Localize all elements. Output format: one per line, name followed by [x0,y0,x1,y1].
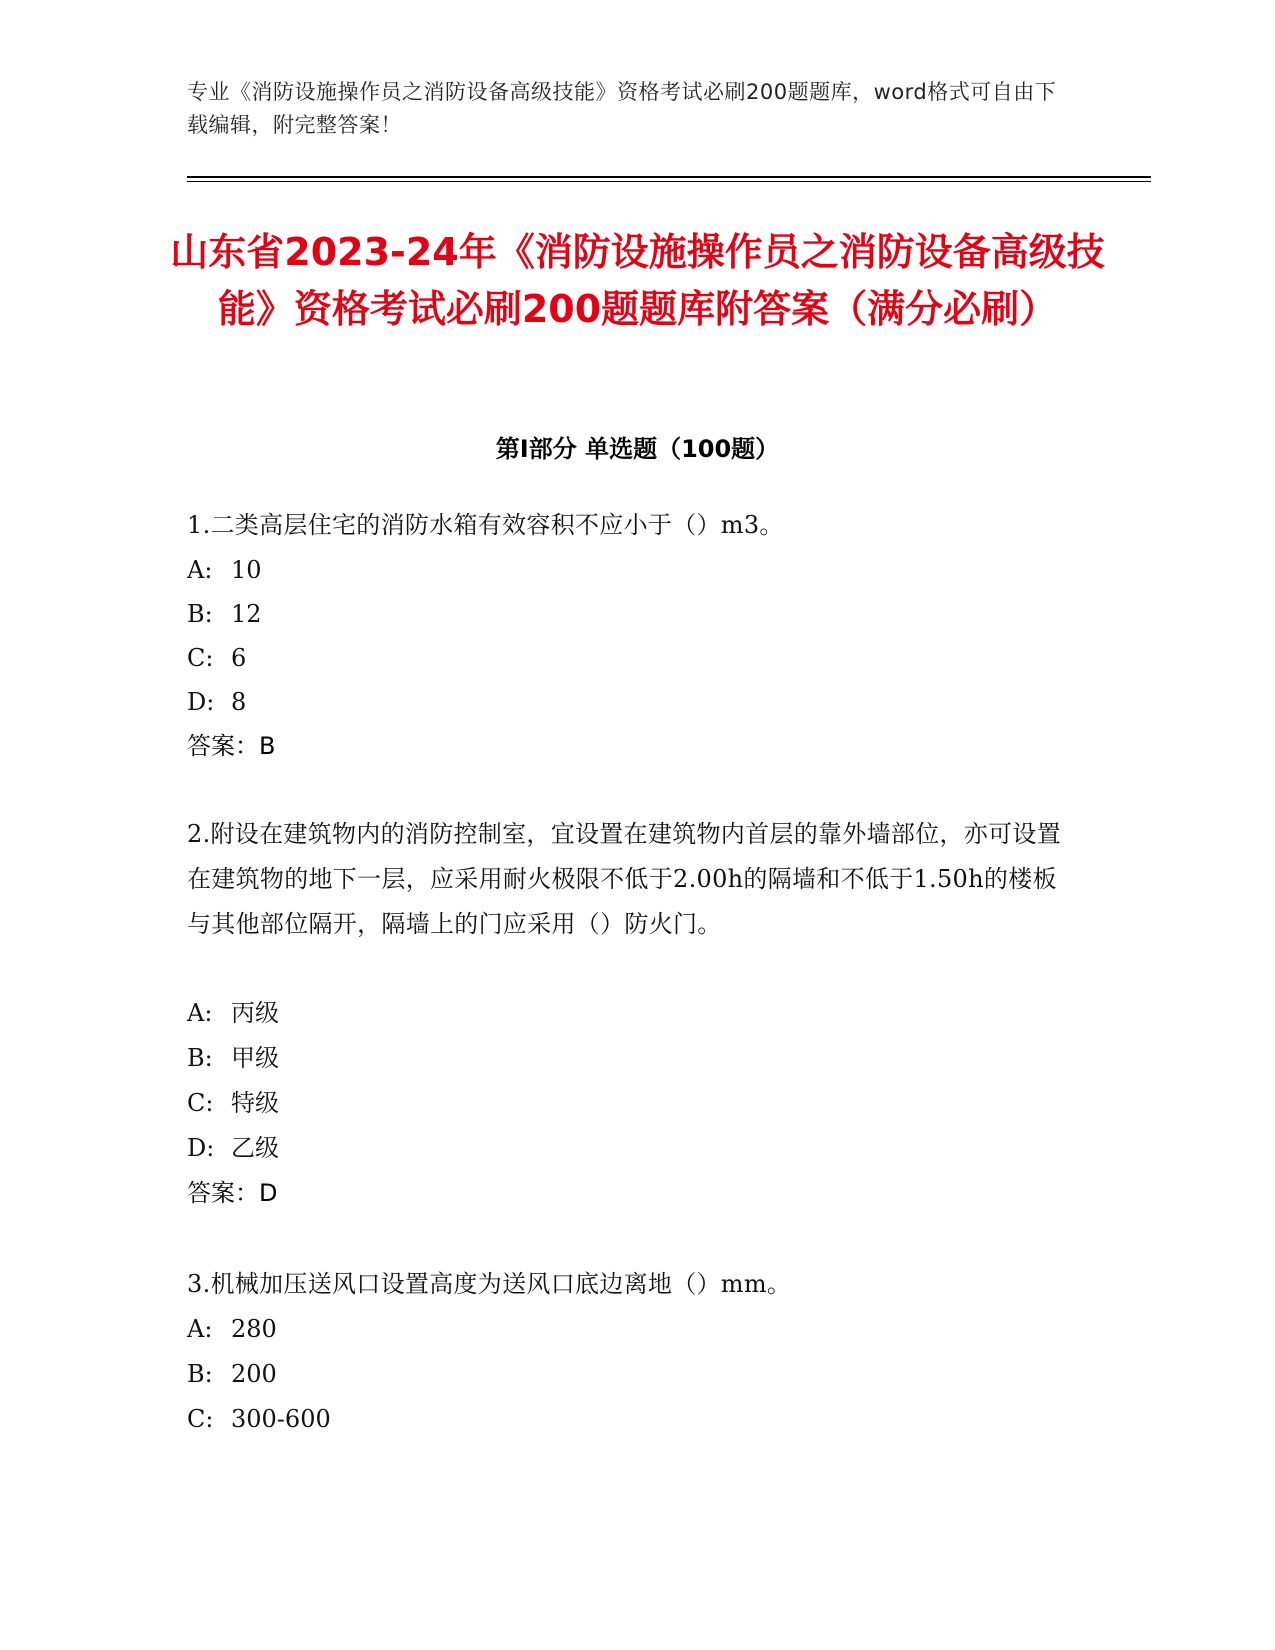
question-1-answer: 答案：B [187,732,276,760]
option-text: 10 [231,556,262,584]
question-1-option-b [187,592,262,637]
header-divider [187,176,1151,178]
option-text: 12 [231,600,262,628]
question-1-stem: 1.二类高层住宅的消防水箱有效容积不应小于（）m3。 [187,511,784,539]
section-title: 第Ⅰ部分 单选题（100题） [495,435,780,463]
question-3-option-b [187,1352,277,1397]
document-title: 山东省2023-24年《消防设施操作员之消防设备高级技能》资格考试必刷200题题库附答案（满分必刷） [170,230,1105,331]
question-2-option-c [187,1081,279,1126]
option-label: B: [187,1360,213,1388]
header-divider-thin [187,181,1151,182]
option-label: A: [187,556,213,584]
option-text: 甲级 [231,1044,279,1072]
option-label: B: [187,1044,213,1072]
option-label: D: [187,688,215,716]
option-label: C: [187,1089,214,1117]
question-3-option-a [187,1307,277,1352]
option-label: A: [187,999,213,1027]
question-1-option-d [187,680,246,725]
question-3-option-c [187,1397,331,1442]
option-label: D: [187,1134,215,1162]
question-1-option-a [187,548,262,593]
option-text: 300-600 [231,1405,331,1433]
question-2-option-d [187,1126,279,1171]
option-text: 200 [231,1360,277,1388]
option-label: C: [187,1405,214,1433]
option-label: C: [187,644,214,672]
question-2-option-a [187,991,279,1036]
question-2-stem: 2.附设在建筑物内的消防控制室，宜设置在建筑物内首层的靠外墙部位，亦可设置在建筑物的地下一层，应采用耐火极限不低于2.00h的隔墙和不低于1.50h的楼板与其他部位隔开，隔墙上的门应采用（）防火门。 [187,820,1061,938]
option-label: B: [187,600,213,628]
question-1-option-c [187,636,246,681]
option-text: 特级 [231,1089,279,1117]
option-text: 8 [231,688,247,716]
option-text: 6 [231,644,247,672]
option-text: 乙级 [231,1134,279,1162]
question-2-answer: 答案：D [187,1179,278,1207]
header-note: 专业《消防设施操作员之消防设备高级技能》资格考试必刷200题题库，word格式可自由下载编辑，附完整答案！ [187,80,1057,137]
question-3-stem: 3.机械加压送风口设置高度为送风口底边离地（）mm。 [187,1270,792,1298]
option-label: A: [187,1315,213,1343]
question-2-option-b [187,1036,279,1081]
option-text: 丙级 [231,999,279,1027]
option-text: 280 [231,1315,277,1343]
